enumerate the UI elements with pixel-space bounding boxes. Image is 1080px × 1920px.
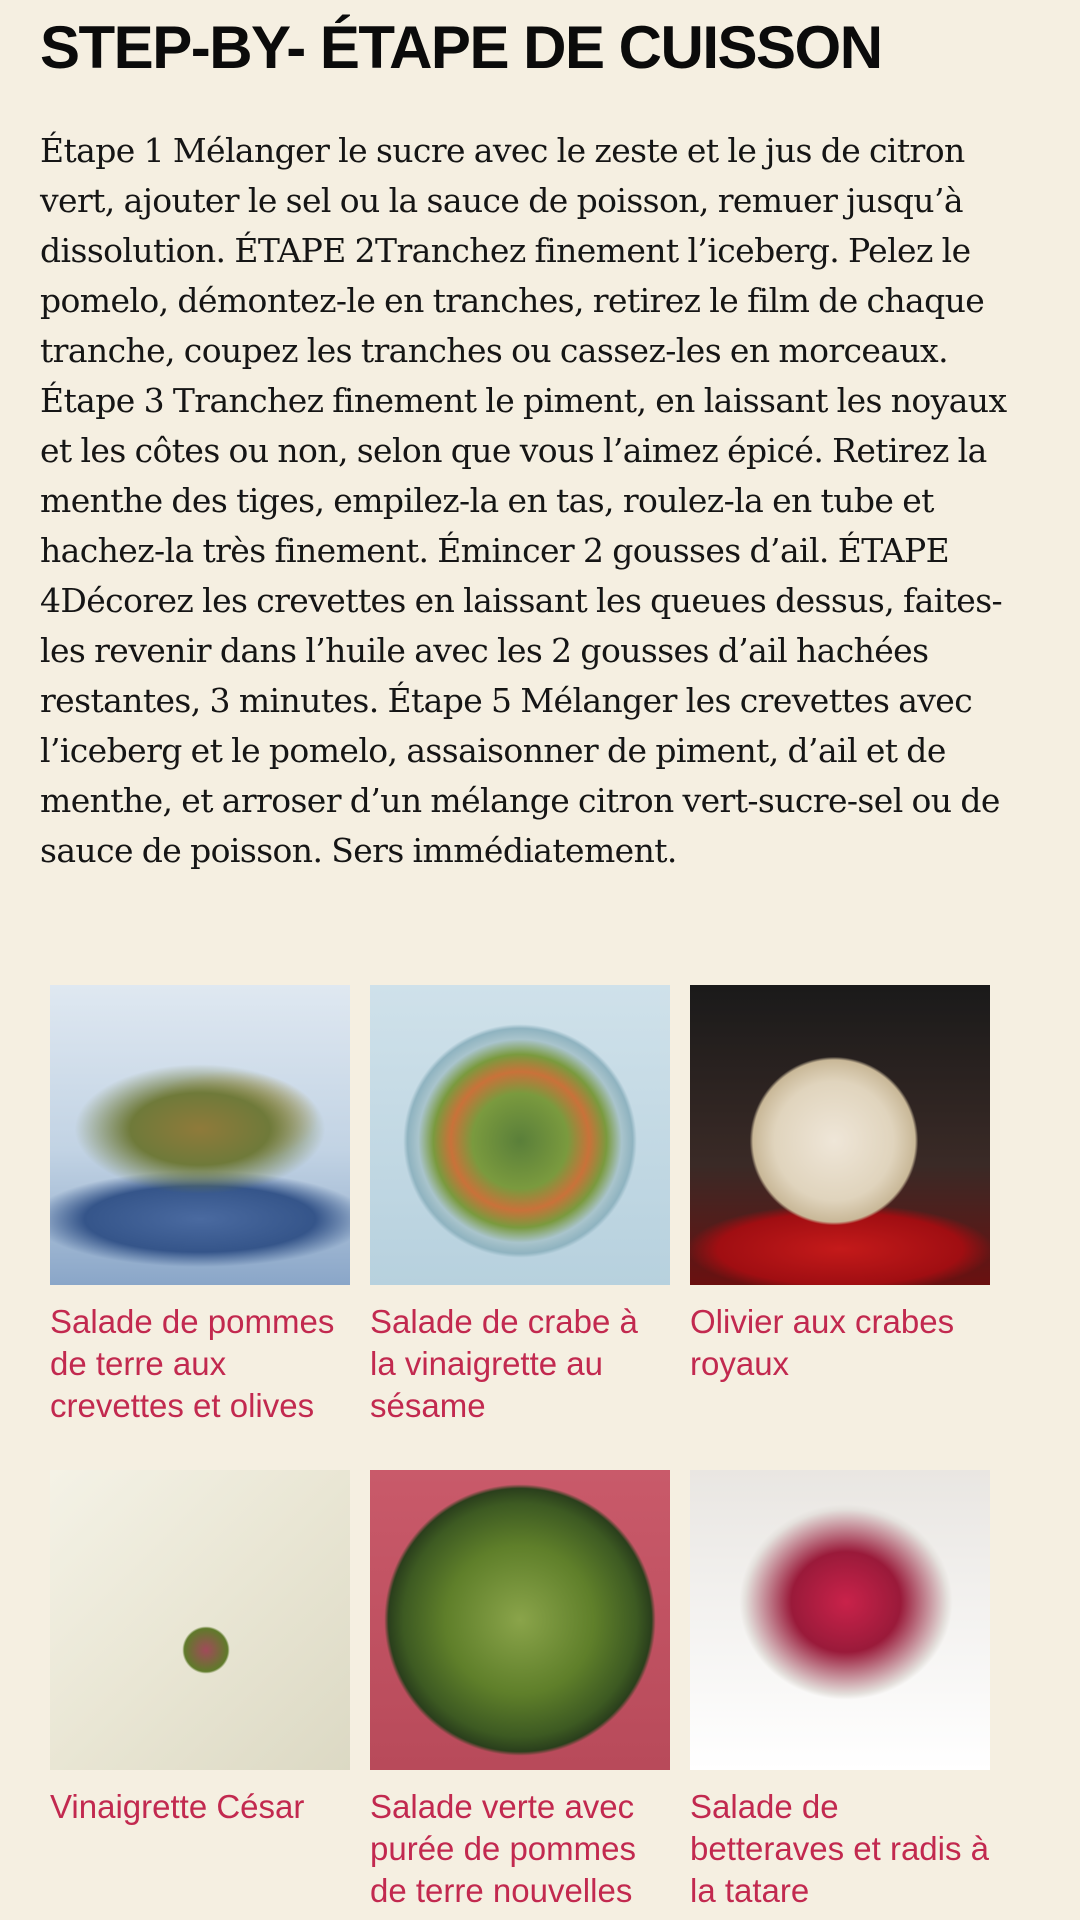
related-recipe-card[interactable] bbox=[50, 1470, 350, 1828]
recipe-thumbnail[interactable] bbox=[370, 985, 670, 1285]
related-recipe-card[interactable] bbox=[690, 1470, 990, 1912]
recipe-thumbnail[interactable] bbox=[690, 985, 990, 1285]
recipe-title-link[interactable]: Salade de crabe à la vinaigrette au sésame bbox=[370, 1303, 638, 1424]
recipe-title-link[interactable]: Vinaigrette César bbox=[50, 1788, 305, 1825]
related-recipe-card[interactable] bbox=[690, 985, 990, 1385]
recipe-title-link[interactable]: Salade de pommes de terre aux crevettes et olives bbox=[50, 1303, 335, 1424]
recipe-title-link[interactable]: Salade de betteraves et radis à la tatare bbox=[690, 1788, 989, 1909]
related-recipe-card[interactable] bbox=[370, 1470, 670, 1912]
recipe-thumbnail[interactable] bbox=[370, 1470, 670, 1770]
recipe-title-link[interactable]: Olivier aux crabes royaux bbox=[690, 1303, 955, 1382]
recipe-thumbnail[interactable] bbox=[690, 1470, 990, 1770]
cooking-steps-heading: STEP-BY- ÉTAPE DE CUISSON bbox=[40, 14, 882, 81]
related-recipe-card[interactable] bbox=[370, 985, 670, 1427]
related-recipe-card[interactable] bbox=[50, 985, 350, 1433]
cooking-steps-text: Étape 1 Mélanger le sucre avec le zeste et le jus de citron vert, ajouter le sel ou la sauce de poisson, remuer jusqu’à dissolution. ÉTAPE 2Tranchez finement l’iceberg. Pelez le pomelo, démontez-le en tranches, retirez le film de chaque tranche, coupez les tranches ou cassez-les en morceaux. Étape 3 Tranchez finement le piment, en laissant les noyaux et les côtes ou non, selon que vous l’aimez épicé. Retirez la menthe des tiges, empilez-la en tas, roulez-la en tube et hachez-la très finement. Émincer 2 gousses d’ail. ÉTAPE 4Décorez les crevettes en laissant les queues dessus, faites-les revenir dans l’huile avec les 2 gousses d’ail hachées restantes, 3 minutes. Étape 5 Mélanger les crevettes avec l’iceberg et le pomelo, assaisonner de piment, d’ail et de menthe, et arroser d’un mélange citron vert-sucre-sel ou de sauce de poisson. Sers immédiatement. bbox=[40, 131, 1007, 870]
recipe-title-link[interactable]: Salade verte avec purée de pommes de terre nouvelles bbox=[370, 1788, 636, 1909]
recipe-thumbnail[interactable] bbox=[50, 1470, 350, 1770]
recipe-thumbnail[interactable] bbox=[50, 985, 350, 1285]
